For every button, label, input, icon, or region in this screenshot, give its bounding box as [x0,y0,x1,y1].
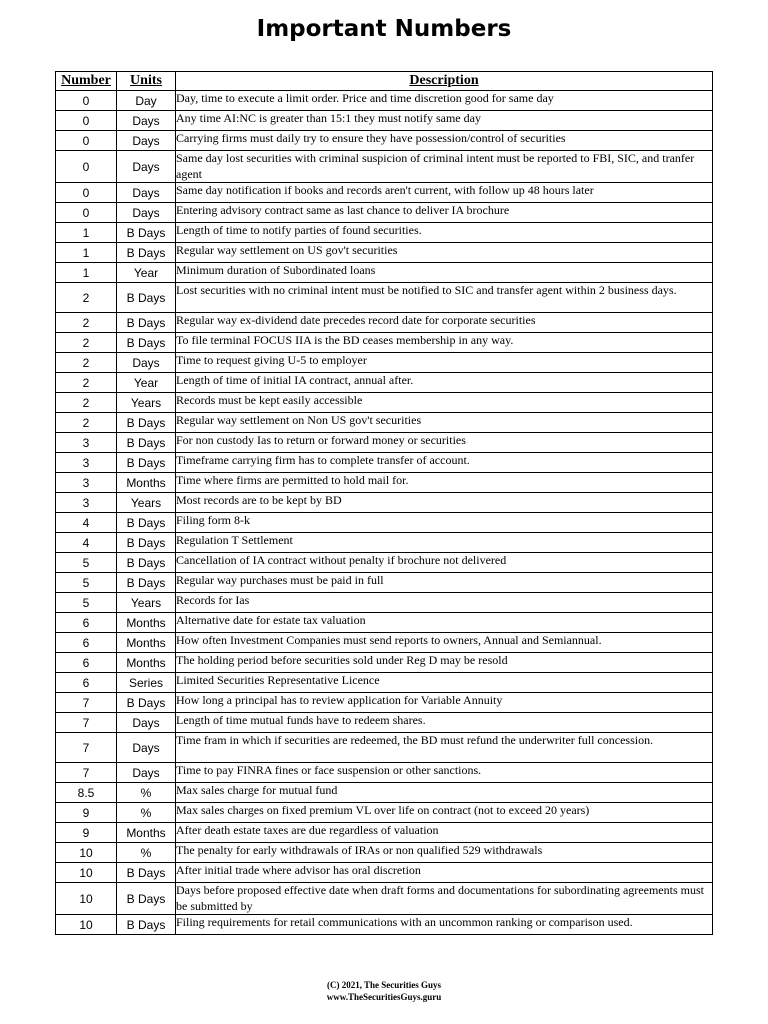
number-cell: 1 [56,243,117,263]
units-cell: B Days [117,533,176,553]
description-cell: Minimum duration of Subordinated loans [176,263,713,283]
description-cell: Entering advisory contract same as last chance to deliver IA brochure [176,203,713,223]
units-cell: Series [117,673,176,693]
units-cell: B Days [117,915,176,935]
units-cell: B Days [117,413,176,433]
number-cell: 4 [56,513,117,533]
column-header-units: Units [117,72,176,91]
number-cell: 5 [56,573,117,593]
description-cell: How often Investment Companies must send reports to owners, Annual and Semiannual. [176,633,713,653]
units-cell: Years [117,393,176,413]
number-cell: 6 [56,673,117,693]
number-cell: 1 [56,223,117,243]
description-cell: To file terminal FOCUS IIA is the BD ceases membership in any way. [176,333,713,353]
units-cell: Days [117,713,176,733]
copyright-line: (C) 2021, The Securities Guys [326,980,442,990]
description-cell: Regulation T Settlement [176,533,713,553]
number-cell: 0 [56,131,117,151]
description-cell: The penalty for early withdrawals of IRAs or non qualified 529 withdrawals [176,843,713,863]
description-cell: Max sales charge for mutual fund [176,783,713,803]
table-row [56,783,713,803]
units-cell: % [117,843,176,863]
column-header-number: Number [56,72,117,91]
column-header-description: Description [176,72,713,91]
number-cell: 3 [56,453,117,473]
description-cell: Time to pay FINRA fines or face suspension or other sanctions. [176,763,713,783]
units-cell: Months [117,473,176,493]
table-row [56,915,713,935]
description-cell: Length of time to notify parties of found securities. [176,223,713,243]
table-row [56,803,713,823]
number-cell: 7 [56,693,117,713]
table-row [56,111,713,131]
table-row [56,633,713,653]
units-cell: B Days [117,333,176,353]
units-cell: B Days [117,283,176,313]
table-row [56,353,713,373]
units-cell: B Days [117,513,176,533]
units-cell: Months [117,823,176,843]
number-cell: 3 [56,493,117,513]
description-cell: Max sales charges on fixed premium VL over life on contract (not to exceed 20 years) [176,803,713,823]
number-cell: 1 [56,263,117,283]
table-row [56,843,713,863]
description-cell: Filing requirements for retail communications with an uncommon ranking or comparison used. [176,915,713,935]
units-cell: B Days [117,693,176,713]
number-cell: 2 [56,333,117,353]
description-cell: Regular way settlement on Non US gov't securities [176,413,713,433]
units-cell: % [117,783,176,803]
number-cell: 8.5 [56,783,117,803]
units-cell: Days [117,111,176,131]
description-cell: Any time AI:NC is greater than 15:1 they must notify same day [176,111,713,131]
description-cell: Limited Securities Representative Licence [176,673,713,693]
table-row [56,513,713,533]
units-cell: B Days [117,863,176,883]
units-cell: Days [117,203,176,223]
number-cell: 6 [56,613,117,633]
table-row [56,553,713,573]
description-cell: Cancellation of IA contract without penalty if brochure not delivered [176,553,713,573]
website-line: www.TheSecuritiesGuys.guru [326,992,442,1002]
units-cell: Days [117,353,176,373]
number-cell: 5 [56,593,117,613]
units-cell: Year [117,263,176,283]
description-cell: Regular way purchases must be paid in full [176,573,713,593]
number-cell: 6 [56,633,117,653]
table-row [56,653,713,673]
units-cell: Days [117,733,176,763]
number-cell: 0 [56,151,117,183]
description-cell: Day, time to execute a limit order. Price and time discretion good for same day [176,91,713,111]
table-row [56,883,713,915]
table-row [56,533,713,553]
units-cell: B Days [117,573,176,593]
table-row [56,693,713,713]
number-cell: 3 [56,473,117,493]
table-row [56,493,713,513]
copyright-footer [0,979,768,1003]
description-cell: Alternative date for estate tax valuation [176,613,713,633]
description-cell: Same day notification if books and records aren't current, with follow up 48 hours later [176,183,713,203]
table-row [56,223,713,243]
units-cell: Years [117,493,176,513]
table-row [56,373,713,393]
number-cell: 0 [56,91,117,111]
number-cell: 0 [56,183,117,203]
description-cell: How long a principal has to review application for Variable Annuity [176,693,713,713]
units-cell: Years [117,593,176,613]
number-cell: 2 [56,413,117,433]
number-cell: 2 [56,353,117,373]
table-row [56,131,713,151]
number-cell: 2 [56,393,117,413]
description-cell: Timeframe carrying firm has to complete transfer of account. [176,453,713,473]
number-cell: 6 [56,653,117,673]
description-cell: Time where firms are permitted to hold mail for. [176,473,713,493]
table-row [56,313,713,333]
units-cell: Days [117,763,176,783]
number-cell: 7 [56,713,117,733]
number-cell: 9 [56,803,117,823]
table-row [56,763,713,783]
description-cell: The holding period before securities sold under Reg D may be resold [176,653,713,673]
units-cell: Days [117,151,176,183]
units-cell: B Days [117,223,176,243]
number-cell: 4 [56,533,117,553]
units-cell: Months [117,633,176,653]
number-cell: 0 [56,203,117,223]
table-row [56,333,713,353]
description-cell: After initial trade where advisor has oral discretion [176,863,713,883]
number-cell: 10 [56,863,117,883]
table-row [56,823,713,843]
units-cell: Day [117,91,176,111]
units-cell: Days [117,131,176,151]
table-row [56,733,713,763]
number-cell: 10 [56,843,117,863]
description-cell: Same day lost securities with criminal suspicion of criminal intent must be reported to FBI, SIC, and tranfer agent [176,151,713,183]
number-cell: 3 [56,433,117,453]
table-row [56,713,713,733]
description-cell: Regular way settlement on US gov't securities [176,243,713,263]
number-cell: 0 [56,111,117,131]
description-cell: Time to request giving U-5 to employer [176,353,713,373]
units-cell: B Days [117,553,176,573]
description-cell: Most records are to be kept by BD [176,493,713,513]
table-body [56,91,713,935]
number-cell: 2 [56,373,117,393]
table-row [56,283,713,313]
units-cell: B Days [117,453,176,473]
table-row [56,863,713,883]
table-row [56,473,713,493]
units-cell: B Days [117,243,176,263]
units-cell: Months [117,653,176,673]
number-cell: 2 [56,283,117,313]
number-cell: 5 [56,553,117,573]
description-cell: Length of time mutual funds have to redeem shares. [176,713,713,733]
description-cell: Records must be kept easily accessible [176,393,713,413]
description-cell: Length of time of initial IA contract, annual after. [176,373,713,393]
table-row [56,413,713,433]
description-cell: Regular way ex-dividend date precedes record date for corporate securities [176,313,713,333]
table-row [56,593,713,613]
page-title: Important Numbers [256,16,512,42]
description-cell: Carrying firms must daily try to ensure they have possession/control of securities [176,131,713,151]
table-row [56,613,713,633]
units-cell: Months [117,613,176,633]
description-cell: For non custody Ias to return or forward money or securities [176,433,713,453]
table-row [56,91,713,111]
description-cell: Days before proposed effective date when draft forms and documentations for subordinating agreements must be submitted by [176,883,713,915]
description-cell: Filing form 8-k [176,513,713,533]
units-cell: % [117,803,176,823]
table-row [56,151,713,183]
number-cell: 10 [56,915,117,935]
table-header-row [56,72,713,91]
number-cell: 7 [56,763,117,783]
table-row [56,203,713,223]
table-row [56,263,713,283]
units-cell: B Days [117,433,176,453]
table-row [56,433,713,453]
table-row [56,393,713,413]
number-cell: 9 [56,823,117,843]
table-row [56,243,713,263]
units-cell: Year [117,373,176,393]
table-row [56,453,713,473]
table-row [56,673,713,693]
description-cell: Records for Ias [176,593,713,613]
description-cell: Time fram in which if securities are redeemed, the BD must refund the underwriter full concession. [176,733,713,763]
units-cell: B Days [117,883,176,915]
number-cell: 7 [56,733,117,763]
number-cell: 2 [56,313,117,333]
description-cell: After death estate taxes are due regardless of valuation [176,823,713,843]
table-row [56,183,713,203]
table-row [56,573,713,593]
description-cell: Lost securities with no criminal intent must be notified to SIC and transfer agent within 2 business days. [176,283,713,313]
important-numbers-table [55,71,713,935]
number-cell: 10 [56,883,117,915]
units-cell: B Days [117,313,176,333]
units-cell: Days [117,183,176,203]
